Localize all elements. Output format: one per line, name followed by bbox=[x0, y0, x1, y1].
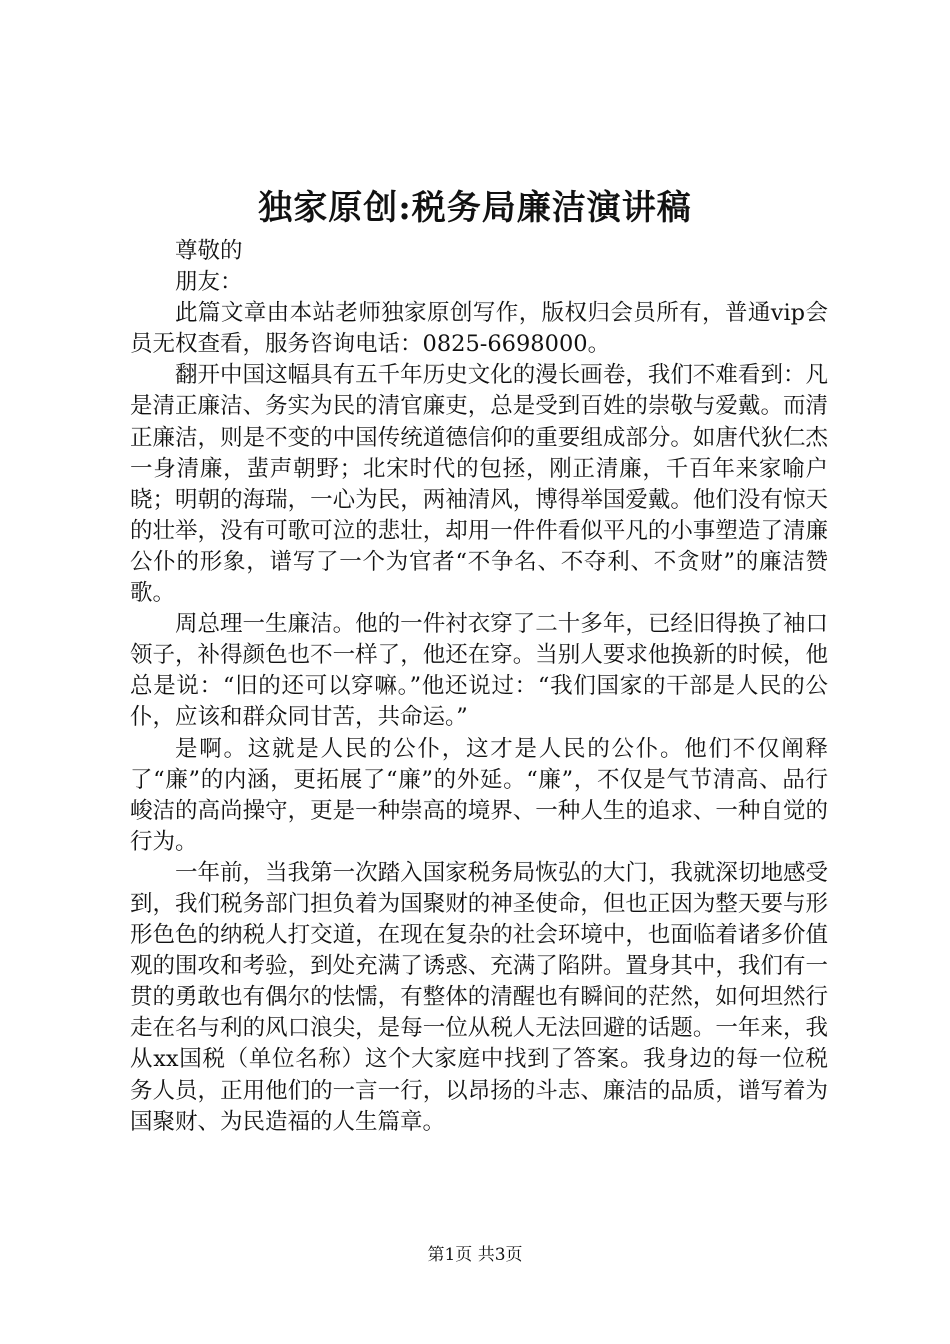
document-body bbox=[130, 236, 828, 1138]
document-title: 独家原创:税务局廉洁演讲稿 bbox=[258, 188, 692, 228]
body-paragraph: 一年前，当我第一次踏入国家税务局恢弘的大门，我就深切地感受到，我们税务部门担负着为国聚财的神圣使命，但也正因为整天要与形形色色的纳税人打交道，在现在复杂的社会环境中，也面临着诸多价值观的围攻和考验，到处充满了诱惑、充满了陷阱。置身其中，我们有一贯的勇敢也有偶尔的怯懦，有整体的清醒也有瞬间的茫然，如何坦然行走在名与利的风口浪尖，是每一位从税人无法回避的话题。一年来，我从xx国税（单位名称）这个大家庭中找到了答案。我身边的每一位税务人员，正用他们的一言一行，以昂扬的斗志、廉洁的品质，谱写着为国聚财、为民造福的人生篇章。 bbox=[130, 859, 828, 1135]
body-paragraph: 翻开中国这幅具有五千年历史文化的漫长画卷，我们不难看到：凡是清正廉洁、务实为民的清官廉吏，总是受到百姓的崇敬与爱戴。而清正廉洁，则是不变的中国传统道德信仰的重要组成部分。如唐代狄仁杰一身清廉，蜚声朝野；北宋时代的包拯，刚正清廉，千百年来家喻户晓；明朝的海瑞，一心为民，两袖清风，博得举国爱戴。他们没有惊天的壮举，没有可歌可泣的悲壮，却用一件件看似平凡的小事塑造了清廉公仆的形象，谱写了一个为官者“不争名、不夺利、不贪财”的廉洁赞歌。 bbox=[130, 362, 828, 607]
body-paragraph: 周总理一生廉洁。他的一件衬衣穿了二十多年，已经旧得换了袖口领子，补得颜色也不一样了，他还在穿。当别人要求他换新的时候，他总是说：“旧的还可以穿嘛。”他还说过：“我们国家的干部是人民的公仆，应该和群众同甘苦，共命运。” bbox=[130, 611, 828, 731]
page-footer: 第1页 共3页 bbox=[427, 1245, 523, 1265]
salutation-line-1: 尊敬的 bbox=[175, 238, 243, 264]
copyright-notice-paragraph: 此篇文章由本站老师独家原创写作，版权归会员所有，普通vip会员无权查看，服务咨询电话：0825-6698000。 bbox=[130, 300, 828, 358]
salutation-line-2: 朋友： bbox=[175, 269, 243, 296]
body-paragraph: 是啊。这就是人民的公仆，这才是人民的公仆。他们不仅阐释了“廉”的内涵，更拓展了“廉”的外延。“廉”，不仅是气节清高、品行峻洁的高尚操守，更是一种崇高的境界、一种人生的追求、一种自觉的行为。 bbox=[130, 735, 828, 855]
